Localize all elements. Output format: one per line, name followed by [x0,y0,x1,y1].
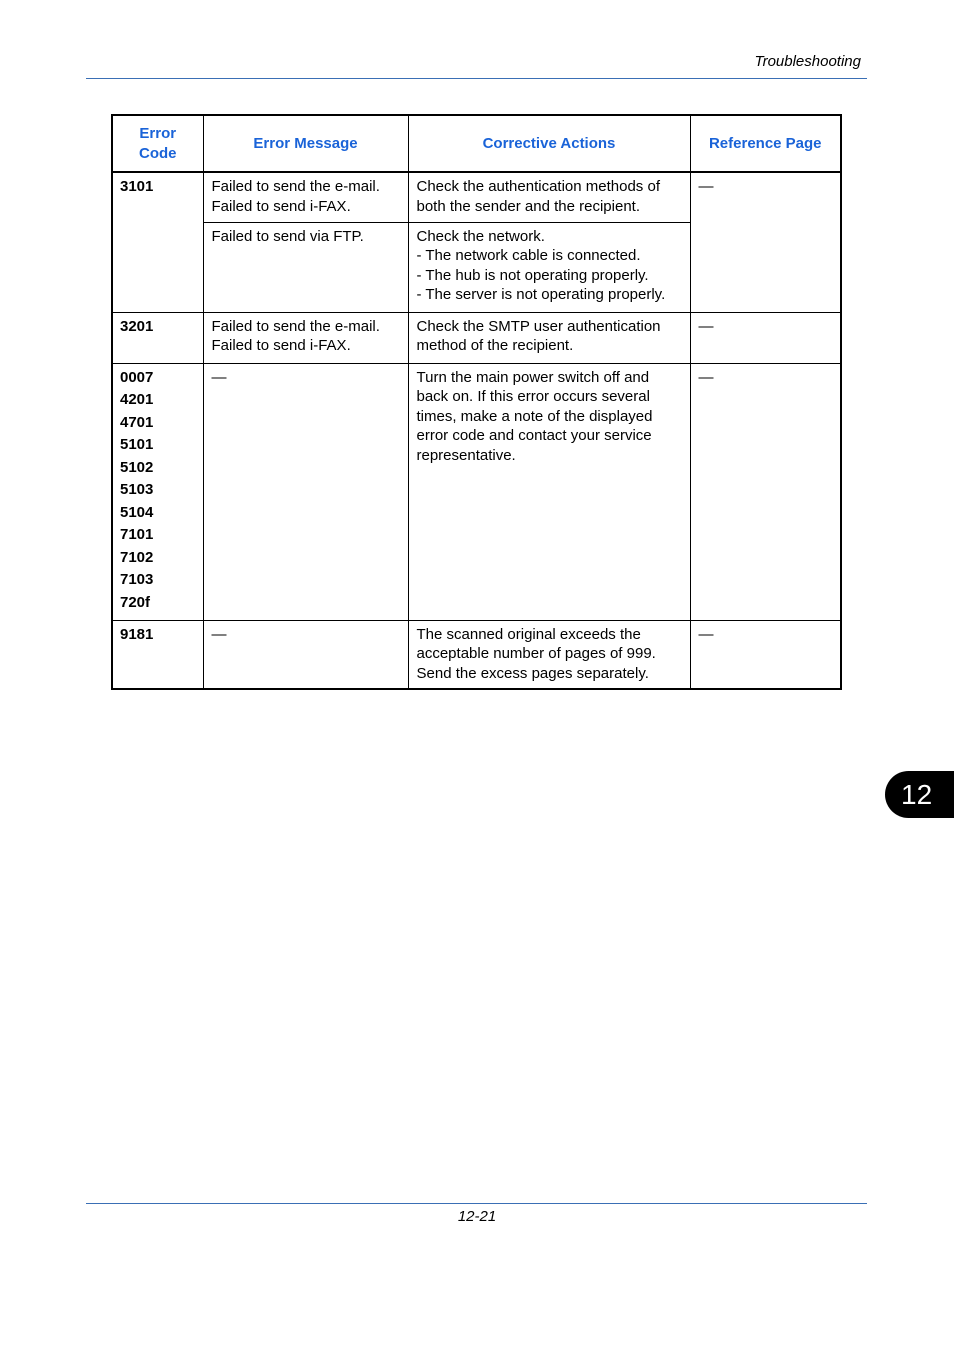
table-header-row [112,115,841,172]
column-header-corrective-actions: Corrective Actions [408,115,690,172]
error-code: 9181 [120,625,154,643]
corrective-action-cell [408,363,690,620]
error-message-line: — [211,368,227,386]
error-code: 5101 [120,436,154,453]
corrective-action-cell [408,620,690,689]
error-message-line: Failed to send the e-mail. [211,178,380,195]
column-header-error-code [112,115,203,172]
corrective-action-cell [408,312,690,363]
table-row [112,363,841,620]
error-code: 5104 [120,503,154,521]
error-code: 4201 [120,391,154,408]
error-code: 720f [120,593,151,611]
corrective-action-line: Turn the main power switch off and back on. If this error occurs several times, make a note of the displayed error code and contact your service representative. [416,368,653,464]
error-message-line: Failed to send via FTP. [211,227,364,245]
corrective-action-line: The scanned original exceeds the acceptable number of pages of 999. Send the excess pages separately. [416,625,656,682]
reference-page: — [698,317,714,335]
corrective-action-line: Check the authentication methods of both the sender and the recipient. [416,178,660,215]
error-message-line: Failed to send the e-mail. [211,317,380,335]
error-code: 5102 [120,458,154,476]
error-message-cell [203,363,408,620]
error-code: 5103 [120,481,154,498]
corrective-action-line: - The network cable is connected. [416,247,641,264]
error-code: 7102 [120,548,154,566]
error-message-line: Failed to send i-FAX. [211,337,351,354]
error-message-line: Failed to send i-FAX. [211,197,351,215]
column-header-label: Error Code [139,124,177,162]
error-code-table [111,114,842,690]
column-header-error-message: Error Message [203,115,408,172]
error-message-line: — [211,625,227,643]
table-row [112,312,841,363]
reference-page: — [698,625,714,643]
error-code-cell [112,363,203,620]
error-code-cell [112,620,203,689]
reference-page-cell [690,363,841,620]
corrective-action-line: Check the SMTP user authentication method of the recipient. [416,317,661,354]
error-message-cell [203,620,408,689]
page-number: 12-21 [457,1208,497,1225]
error-code: 3201 [120,317,154,335]
reference-page-cell [690,620,841,689]
corrective-action-line: - The server is not operating properly. [416,286,666,303]
table-body [112,172,841,689]
reference-page: — [698,178,714,195]
error-code: 3101 [120,178,154,195]
reference-page-cell [690,172,841,312]
error-code: 7103 [120,571,154,588]
footer-divider [86,1203,867,1204]
error-code: 0007 [120,368,154,386]
error-message-cell [203,312,408,363]
reference-page-cell [690,312,841,363]
header-divider [86,78,867,79]
error-code-cell [112,312,203,363]
error-code: 7101 [120,526,154,543]
error-message-cell [203,222,408,312]
table-row [112,620,841,689]
error-code-cell [112,172,203,312]
error-code: 4701 [120,413,154,431]
corrective-action-line: - The hub is not operating properly. [416,266,649,284]
corrective-action-cell [408,172,690,222]
error-message-cell [203,172,408,222]
section-title: Troubleshooting [754,53,861,70]
corrective-action-cell [408,222,690,312]
corrective-action-line: Check the network. [416,227,545,245]
reference-page: — [698,368,714,386]
chapter-tab: 12 [885,771,954,818]
column-header-reference-page: Reference Page [690,115,841,172]
table-row [112,172,841,222]
